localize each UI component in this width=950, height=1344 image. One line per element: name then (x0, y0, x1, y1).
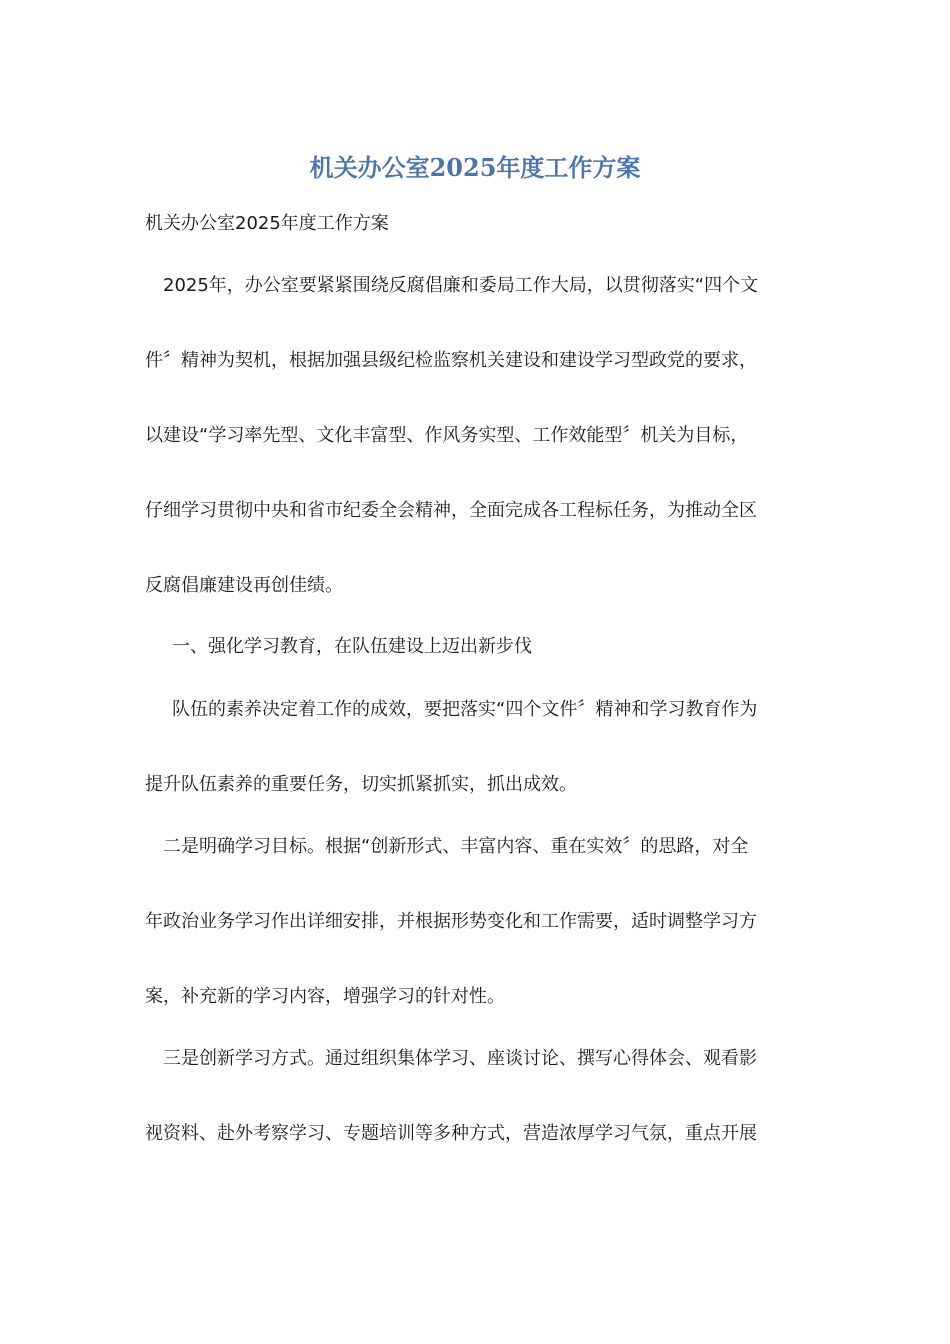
paragraph-line: 反腐倡廉建设再创佳绩。 (145, 575, 343, 596)
paragraph-line: 三是创新学习方式。通过组织集体学习、座谈讨论、撰写心得体会、观看影 (163, 1048, 757, 1069)
document-title: 机关办公室2025年度工作方案 (309, 153, 641, 182)
paragraph-line: 2025年，办公室要紧紧围绕反腐倡廉和委局工作大局，以贯彻落实“四个文 (163, 275, 759, 296)
paragraph-line: 视资料、赴外考察学习、专题培训等多种方式，营造浓厚学习气氛，重点开展 (145, 1123, 757, 1144)
paragraph-line: 提升队伍素养的重要任务，切实抓紧抓实，抓出成效。 (145, 774, 577, 795)
paragraph-line: 二是明确学习目标。根据“创新形式、丰富内容、重在实效〞的思路，对全 (163, 836, 749, 857)
paragraph-line: 件〞精神为契机，根据加强县级纪检监察机关建设和建设学习型政党的要求， (145, 350, 757, 371)
paragraph-line: 案，补充新的学习内容，增强学习的针对性。 (145, 986, 505, 1007)
paragraph-line: 仔细学习贯彻中央和省市纪委全会精神，全面完成各工程标任务，为推动全区 (145, 500, 757, 521)
paragraph-line: 队伍的素养决定着工作的成效，要把落实“四个文件〞精神和学习教育作为 (172, 699, 758, 720)
subtitle-line: 机关办公室2025年度工作方案 (145, 213, 389, 234)
paragraph-line: 年政治业务学习作出详细安排，并根据形势变化和工作需要，适时调整学习方 (145, 911, 757, 932)
section-heading: 一、强化学习教育，在队伍建设上迈出新步伐 (172, 636, 532, 657)
paragraph-line: 以建设“学习率先型、文化丰富型、作风务实型、工作效能型〞机关为目标， (145, 425, 749, 446)
